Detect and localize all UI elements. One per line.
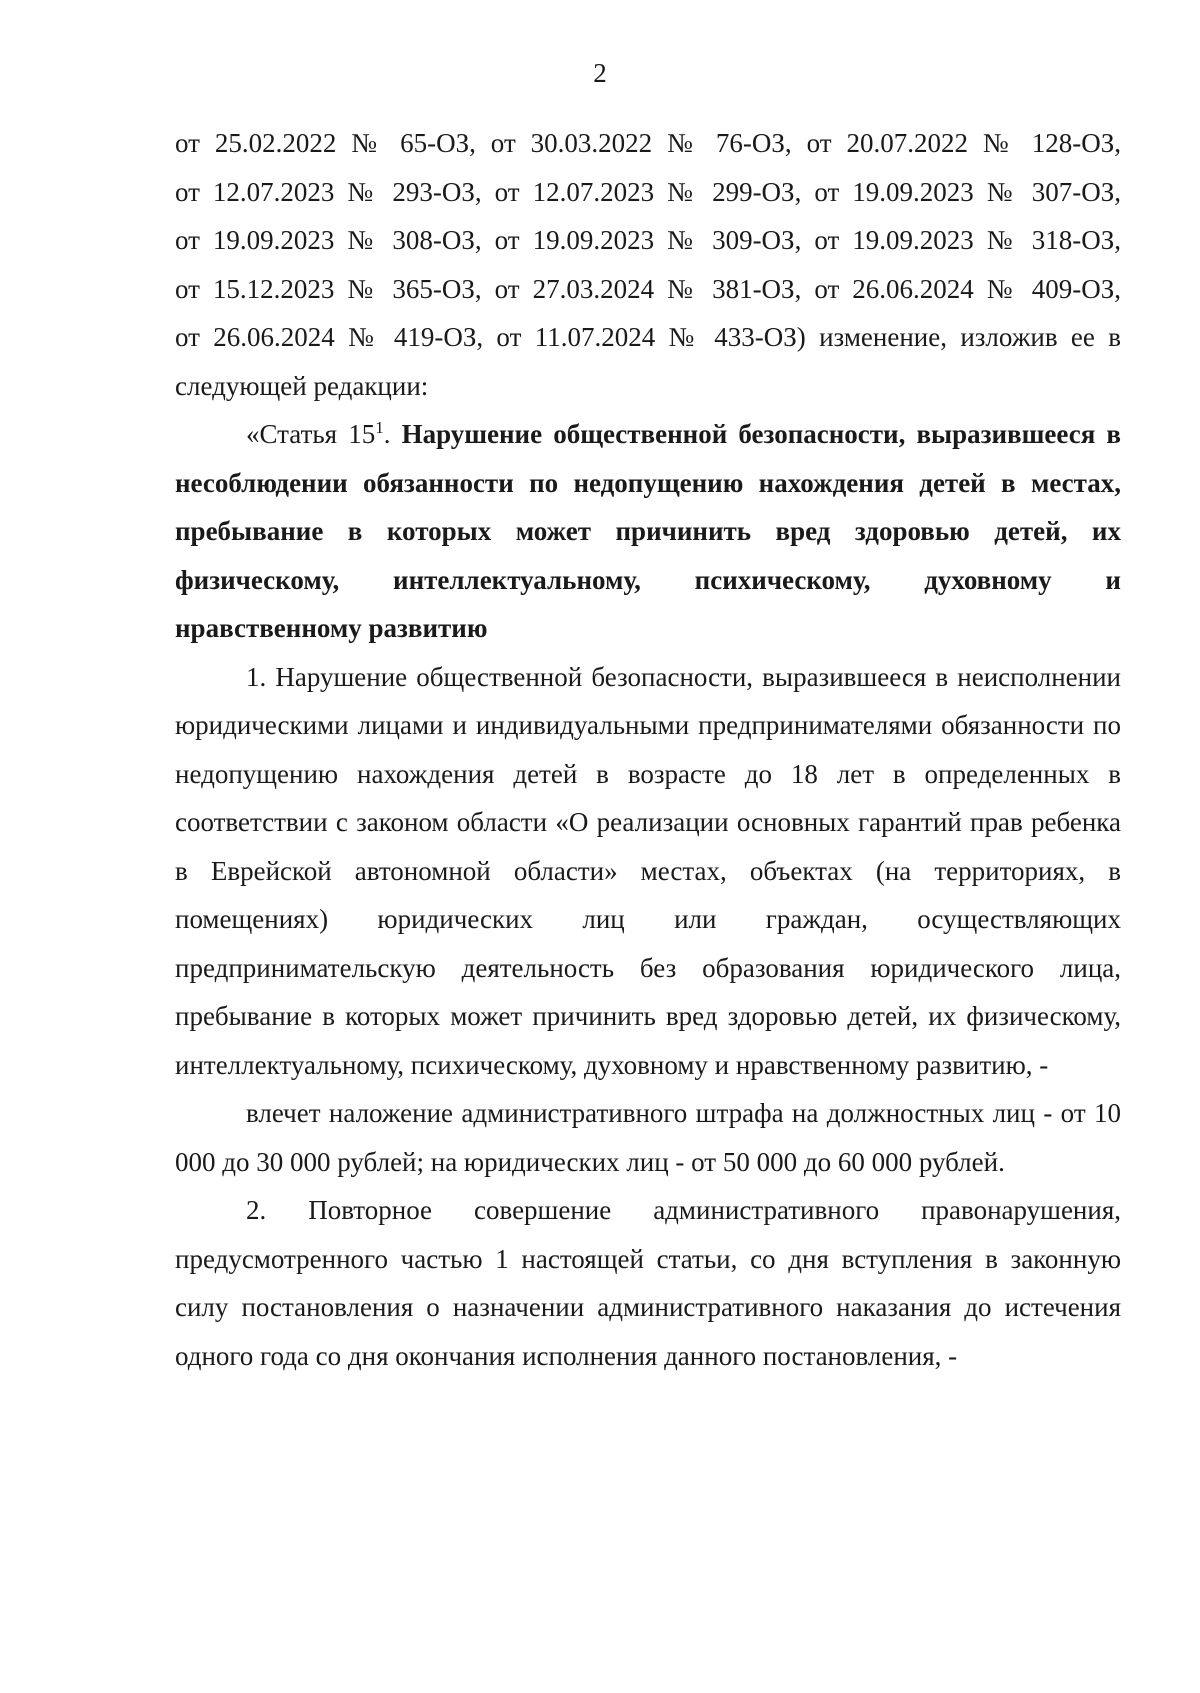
paragraph-penalty: влечет наложение административного штрафа на должностных лиц - от 10 000 до 30 000 рублей; на юридических лиц - от 50 000 до 60 000 рублей. bbox=[175, 1098, 1121, 1177]
document-body bbox=[175, 119, 1121, 1380]
article-title: Нарушение общественной безопасности, выразившееся в несоблюдении обязанности по недопущению нахождения детей в местах, пребывание в которых может причинить вред здоровью детей, их физическому, интеллектуальному, психическому, духовному и нравственному развитию bbox=[175, 419, 1121, 643]
paragraph-part-1: 1. Нарушение общественной безопасности, выразившееся в неисполнении юридическими лицами и индивидуальными предпринимателями обязанности по недопущению нахождения детей в возрасте до 18 лет в определенных в соответствии с законом области «О реализации основных гарантий прав ребенка в Еврейской автономной области» местах, объектах (на территориях, в помещениях) юридических лиц или граждан, осуществляющих предпринимательскую деятельность без образования юридического лица, пребывание в которых может причинить вред здоровью детей, их физическому, интеллектуальному, психическому, духовному и нравственному развитию, - bbox=[175, 661, 1121, 1080]
amendment-line: следующей редакции: bbox=[175, 370, 429, 401]
article-prefix: «Статья 15 bbox=[246, 419, 376, 449]
article-heading bbox=[175, 410, 1121, 653]
amendment-line: от 19.09.2023 № 308-ОЗ, от 19.09.2023 № 309-ОЗ, от 19.09.2023 № 318-ОЗ, bbox=[175, 225, 1121, 255]
article-superscript: 1 bbox=[375, 418, 384, 437]
amendment-line: от 25.02.2022 № 65-ОЗ, от 30.03.2022 № 76-ОЗ, от 20.07.2022 № 128-ОЗ, bbox=[175, 128, 1121, 158]
amendment-line: от 12.07.2023 № 293-ОЗ, от 12.07.2023 № 299-ОЗ, от 19.09.2023 № 307-ОЗ, bbox=[175, 176, 1121, 207]
page-number: 2 bbox=[593, 58, 607, 88]
article-dot: . bbox=[383, 419, 402, 449]
amendment-line: от 26.06.2024 № 419-ОЗ, от 11.07.2024 № 433-ОЗ) изменение, изложив ее в bbox=[175, 322, 1121, 352]
amendment-line: от 15.12.2023 № 365-ОЗ, от 27.03.2024 № 381-ОЗ, от 26.06.2024 № 409-ОЗ, bbox=[175, 273, 1121, 304]
paragraph-part-2: 2. Повторное совершение административного правонарушения, предусмотренного частью 1 настоящей статьи, со дня вступления в законную силу постановления о назначении административного наказания до истечения одного года со дня окончания исполнения данного постановления, - bbox=[175, 1195, 1121, 1371]
